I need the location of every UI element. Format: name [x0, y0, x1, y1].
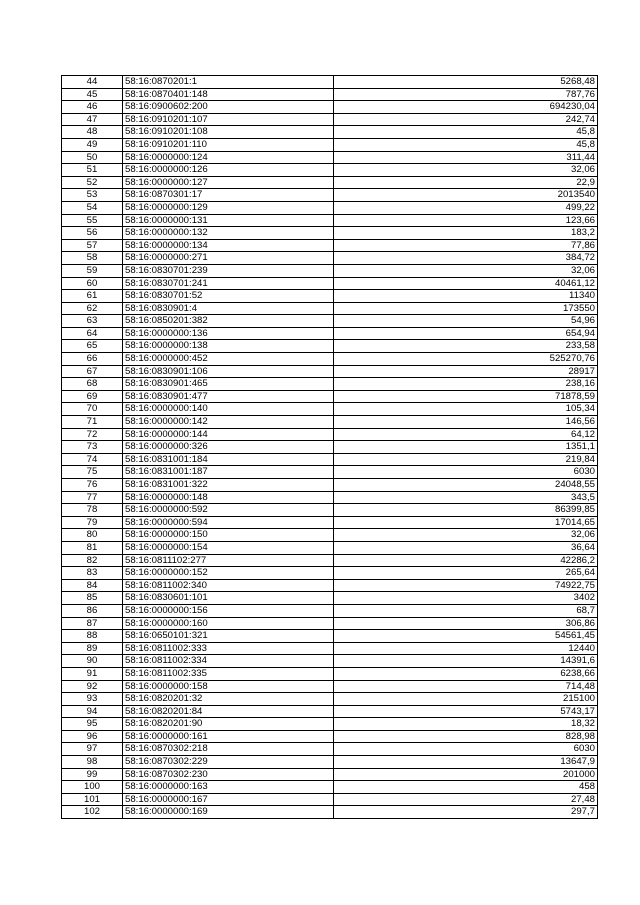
area-value-cell: 68,7	[334, 604, 598, 617]
row-number-cell: 46	[62, 101, 123, 114]
table-row	[62, 290, 598, 303]
row-number-cell: 82	[62, 554, 123, 567]
area-value-cell: 343,5	[334, 491, 598, 504]
area-value-cell: 11340	[334, 290, 598, 303]
area-value-cell: 242,74	[334, 113, 598, 126]
row-number-cell: 57	[62, 239, 123, 252]
row-number-cell: 93	[62, 693, 123, 706]
cadastral-number-cell: 58:16:0811002:340	[123, 579, 334, 592]
table-row	[62, 617, 598, 630]
area-value-cell: 36,64	[334, 541, 598, 554]
cadastral-number-cell: 58:16:0830601:101	[123, 592, 334, 605]
row-number-cell: 74	[62, 453, 123, 466]
cadastral-number-cell: 58:16:0831001:187	[123, 466, 334, 479]
cadastral-number-cell: 58:16:0000000:136	[123, 327, 334, 340]
cadastral-number-cell: 58:16:0811002:335	[123, 667, 334, 680]
table-row	[62, 378, 598, 391]
cadastral-number-cell: 58:16:0820201:84	[123, 705, 334, 718]
cadastral-number-cell: 58:16:0000000:160	[123, 617, 334, 630]
table-row	[62, 403, 598, 416]
cadastral-number-cell: 58:16:0870302:229	[123, 756, 334, 769]
table-row	[62, 592, 598, 605]
area-value-cell: 311,44	[334, 151, 598, 164]
cadastral-number-cell: 58:16:0870302:218	[123, 743, 334, 756]
table-row	[62, 680, 598, 693]
row-number-cell: 92	[62, 680, 123, 693]
cadastral-number-cell: 58:16:0000000:154	[123, 541, 334, 554]
cadastral-number-cell: 58:16:0000000:167	[123, 793, 334, 806]
cadastral-number-cell: 58:16:0910201:110	[123, 138, 334, 151]
area-value-cell: 27,48	[334, 793, 598, 806]
table-row	[62, 793, 598, 806]
table-row	[62, 176, 598, 189]
cadastral-number-cell: 58:16:0830901:106	[123, 365, 334, 378]
area-value-cell: 306,86	[334, 617, 598, 630]
table-row	[62, 101, 598, 114]
table-row	[62, 491, 598, 504]
row-number-cell: 83	[62, 567, 123, 580]
area-value-cell: 219,84	[334, 453, 598, 466]
area-value-cell: 297,7	[334, 806, 598, 819]
table-row	[62, 340, 598, 353]
row-number-cell: 55	[62, 214, 123, 227]
row-number-cell: 66	[62, 353, 123, 366]
row-number-cell: 87	[62, 617, 123, 630]
table-row	[62, 529, 598, 542]
area-value-cell: 40461,12	[334, 277, 598, 290]
row-number-cell: 79	[62, 516, 123, 529]
table-row	[62, 466, 598, 479]
row-number-cell: 76	[62, 479, 123, 492]
row-number-cell: 73	[62, 441, 123, 454]
row-number-cell: 88	[62, 630, 123, 643]
cadastral-number-cell: 58:16:0000000:144	[123, 428, 334, 441]
row-number-cell: 84	[62, 579, 123, 592]
cadastral-number-cell: 58:16:0650101:321	[123, 630, 334, 643]
cadastral-number-cell: 58:16:0000000:158	[123, 680, 334, 693]
cadastral-number-cell: 58:16:0000000:152	[123, 567, 334, 580]
table-row	[62, 655, 598, 668]
table-row	[62, 567, 598, 580]
cadastral-number-cell: 58:16:0000000:124	[123, 151, 334, 164]
table-row	[62, 214, 598, 227]
table-row	[62, 630, 598, 643]
cadastral-number-cell: 58:16:0830701:52	[123, 290, 334, 303]
row-number-cell: 77	[62, 491, 123, 504]
row-number-cell: 75	[62, 466, 123, 479]
table-row	[62, 138, 598, 151]
table-row	[62, 541, 598, 554]
area-value-cell: 6238,66	[334, 667, 598, 680]
row-number-cell: 102	[62, 806, 123, 819]
area-value-cell: 54561,45	[334, 630, 598, 643]
cadastral-number-cell: 58:16:0000000:131	[123, 214, 334, 227]
table-row	[62, 718, 598, 731]
cadastral-number-cell: 58:16:0000000:594	[123, 516, 334, 529]
cadastral-number-cell: 58:16:0910201:107	[123, 113, 334, 126]
area-value-cell: 45,8	[334, 138, 598, 151]
cadastral-number-cell: 58:16:0811002:334	[123, 655, 334, 668]
cadastral-number-cell: 58:16:0831001:322	[123, 479, 334, 492]
table-row	[62, 252, 598, 265]
cadastral-number-cell: 58:16:0000000:129	[123, 201, 334, 214]
table-row	[62, 504, 598, 517]
row-number-cell: 69	[62, 390, 123, 403]
cadastral-number-cell: 58:16:0000000:156	[123, 604, 334, 617]
row-number-cell: 61	[62, 290, 123, 303]
cadastral-number-cell: 58:16:0000000:134	[123, 239, 334, 252]
area-value-cell: 694230,04	[334, 101, 598, 114]
cadastral-number-cell: 58:16:0820201:32	[123, 693, 334, 706]
table-body	[62, 76, 598, 819]
cadastral-number-cell: 58:16:0830701:241	[123, 277, 334, 290]
area-value-cell: 54,96	[334, 315, 598, 328]
cadastral-number-cell: 58:16:0000000:169	[123, 806, 334, 819]
row-number-cell: 70	[62, 403, 123, 416]
cadastral-number-cell: 58:16:0900602:200	[123, 101, 334, 114]
row-number-cell: 68	[62, 378, 123, 391]
row-number-cell: 53	[62, 189, 123, 202]
area-value-cell: 64,12	[334, 428, 598, 441]
row-number-cell: 44	[62, 76, 123, 89]
row-number-cell: 58	[62, 252, 123, 265]
area-value-cell: 2013540	[334, 189, 598, 202]
cadastral-number-cell: 58:16:0820201:90	[123, 718, 334, 731]
table-row	[62, 730, 598, 743]
cadastral-number-cell: 58:16:0870201:1	[123, 76, 334, 89]
table-row	[62, 441, 598, 454]
cadastral-number-cell: 58:16:0870401:148	[123, 88, 334, 101]
table-row	[62, 693, 598, 706]
area-value-cell: 238,16	[334, 378, 598, 391]
cadastral-number-cell: 58:16:0910201:108	[123, 126, 334, 139]
table-row	[62, 554, 598, 567]
table-row	[62, 743, 598, 756]
table-row	[62, 667, 598, 680]
cadastral-number-cell: 58:16:0870302:230	[123, 768, 334, 781]
cadastral-number-cell: 58:16:0831001:184	[123, 453, 334, 466]
cadastral-number-cell: 58:16:0830901:477	[123, 390, 334, 403]
area-value-cell: 265,64	[334, 567, 598, 580]
area-value-cell: 233,58	[334, 340, 598, 353]
area-value-cell: 654,94	[334, 327, 598, 340]
cadastral-number-cell: 58:16:0000000:161	[123, 730, 334, 743]
row-number-cell: 72	[62, 428, 123, 441]
area-value-cell: 714,48	[334, 680, 598, 693]
table-row	[62, 516, 598, 529]
row-number-cell: 95	[62, 718, 123, 731]
row-number-cell: 91	[62, 667, 123, 680]
row-number-cell: 48	[62, 126, 123, 139]
row-number-cell: 71	[62, 416, 123, 429]
table-row	[62, 239, 598, 252]
area-value-cell: 86399,85	[334, 504, 598, 517]
table-row	[62, 642, 598, 655]
row-number-cell: 97	[62, 743, 123, 756]
row-number-cell: 50	[62, 151, 123, 164]
table-row	[62, 189, 598, 202]
area-value-cell: 24048,55	[334, 479, 598, 492]
cadastral-number-cell: 58:16:0000000:452	[123, 353, 334, 366]
row-number-cell: 85	[62, 592, 123, 605]
area-value-cell: 828,98	[334, 730, 598, 743]
area-value-cell: 201000	[334, 768, 598, 781]
row-number-cell: 59	[62, 264, 123, 277]
row-number-cell: 67	[62, 365, 123, 378]
table-row	[62, 479, 598, 492]
land-plots-table	[61, 75, 598, 819]
area-value-cell: 499,22	[334, 201, 598, 214]
row-number-cell: 78	[62, 504, 123, 517]
row-number-cell: 56	[62, 227, 123, 240]
row-number-cell: 45	[62, 88, 123, 101]
table-row	[62, 705, 598, 718]
table-row	[62, 579, 598, 592]
table-row	[62, 756, 598, 769]
cadastral-number-cell: 58:16:0000000:271	[123, 252, 334, 265]
table-row	[62, 126, 598, 139]
table-row	[62, 365, 598, 378]
row-number-cell: 49	[62, 138, 123, 151]
table-row	[62, 806, 598, 819]
row-number-cell: 64	[62, 327, 123, 340]
table-row	[62, 781, 598, 794]
cadastral-number-cell: 58:16:0000000:138	[123, 340, 334, 353]
cadastral-number-cell: 58:16:0000000:132	[123, 227, 334, 240]
row-number-cell: 98	[62, 756, 123, 769]
cadastral-number-cell: 58:16:0811002:333	[123, 642, 334, 655]
row-number-cell: 51	[62, 164, 123, 177]
area-value-cell: 458	[334, 781, 598, 794]
table-row	[62, 76, 598, 89]
row-number-cell: 65	[62, 340, 123, 353]
table-row	[62, 453, 598, 466]
cadastral-number-cell: 58:16:0870301:17	[123, 189, 334, 202]
area-value-cell: 45,8	[334, 126, 598, 139]
cadastral-number-cell: 58:16:0000000:126	[123, 164, 334, 177]
table-row	[62, 428, 598, 441]
table-row	[62, 113, 598, 126]
table-row	[62, 315, 598, 328]
area-value-cell: 17014,65	[334, 516, 598, 529]
cadastral-number-cell: 58:16:0000000:140	[123, 403, 334, 416]
table-row	[62, 768, 598, 781]
cadastral-number-cell: 58:16:0000000:142	[123, 416, 334, 429]
row-number-cell: 99	[62, 768, 123, 781]
cadastral-number-cell: 58:16:0000000:326	[123, 441, 334, 454]
cadastral-number-cell: 58:16:0850201:382	[123, 315, 334, 328]
table-row	[62, 164, 598, 177]
row-number-cell: 62	[62, 302, 123, 315]
row-number-cell: 63	[62, 315, 123, 328]
cadastral-number-cell: 58:16:0000000:163	[123, 781, 334, 794]
row-number-cell: 60	[62, 277, 123, 290]
row-number-cell: 90	[62, 655, 123, 668]
row-number-cell: 89	[62, 642, 123, 655]
area-value-cell: 173550	[334, 302, 598, 315]
row-number-cell: 47	[62, 113, 123, 126]
area-value-cell: 74922,75	[334, 579, 598, 592]
row-number-cell: 86	[62, 604, 123, 617]
area-value-cell: 14391,6	[334, 655, 598, 668]
row-number-cell: 96	[62, 730, 123, 743]
cadastral-number-cell: 58:16:0830701:239	[123, 264, 334, 277]
area-value-cell: 12440	[334, 642, 598, 655]
row-number-cell: 81	[62, 541, 123, 554]
area-value-cell: 123,66	[334, 214, 598, 227]
area-value-cell: 787,76	[334, 88, 598, 101]
row-number-cell: 80	[62, 529, 123, 542]
cadastral-number-cell: 58:16:0830901:4	[123, 302, 334, 315]
area-value-cell: 77,86	[334, 239, 598, 252]
cadastral-number-cell: 58:16:0000000:592	[123, 504, 334, 517]
area-value-cell: 5743,17	[334, 705, 598, 718]
area-value-cell: 22,9	[334, 176, 598, 189]
area-value-cell: 32,06	[334, 164, 598, 177]
row-number-cell: 101	[62, 793, 123, 806]
table-row	[62, 264, 598, 277]
area-value-cell: 146,56	[334, 416, 598, 429]
row-number-cell: 100	[62, 781, 123, 794]
table-row	[62, 327, 598, 340]
table-row	[62, 151, 598, 164]
table-row	[62, 88, 598, 101]
area-value-cell: 42286,2	[334, 554, 598, 567]
area-value-cell: 183,2	[334, 227, 598, 240]
area-value-cell: 215100	[334, 693, 598, 706]
table-row	[62, 277, 598, 290]
area-value-cell: 32,06	[334, 264, 598, 277]
area-value-cell: 6030	[334, 743, 598, 756]
row-number-cell: 94	[62, 705, 123, 718]
cadastral-number-cell: 58:16:0000000:127	[123, 176, 334, 189]
row-number-cell: 54	[62, 201, 123, 214]
table-row	[62, 227, 598, 240]
area-value-cell: 105,34	[334, 403, 598, 416]
area-value-cell: 13647,9	[334, 756, 598, 769]
area-value-cell: 384,72	[334, 252, 598, 265]
cadastral-number-cell: 58:16:0811102:277	[123, 554, 334, 567]
table-row	[62, 604, 598, 617]
area-value-cell: 28917	[334, 365, 598, 378]
table-row	[62, 390, 598, 403]
table-row	[62, 353, 598, 366]
cadastral-number-cell: 58:16:0000000:148	[123, 491, 334, 504]
table-row	[62, 302, 598, 315]
cadastral-number-cell: 58:16:0000000:150	[123, 529, 334, 542]
area-value-cell: 5268,48	[334, 76, 598, 89]
table-row	[62, 416, 598, 429]
area-value-cell: 3402	[334, 592, 598, 605]
area-value-cell: 71878,59	[334, 390, 598, 403]
area-value-cell: 1351,1	[334, 441, 598, 454]
area-value-cell: 32,06	[334, 529, 598, 542]
area-value-cell: 18,32	[334, 718, 598, 731]
area-value-cell: 6030	[334, 466, 598, 479]
table-row	[62, 201, 598, 214]
cadastral-number-cell: 58:16:0830901:465	[123, 378, 334, 391]
row-number-cell: 52	[62, 176, 123, 189]
area-value-cell: 525270,76	[334, 353, 598, 366]
